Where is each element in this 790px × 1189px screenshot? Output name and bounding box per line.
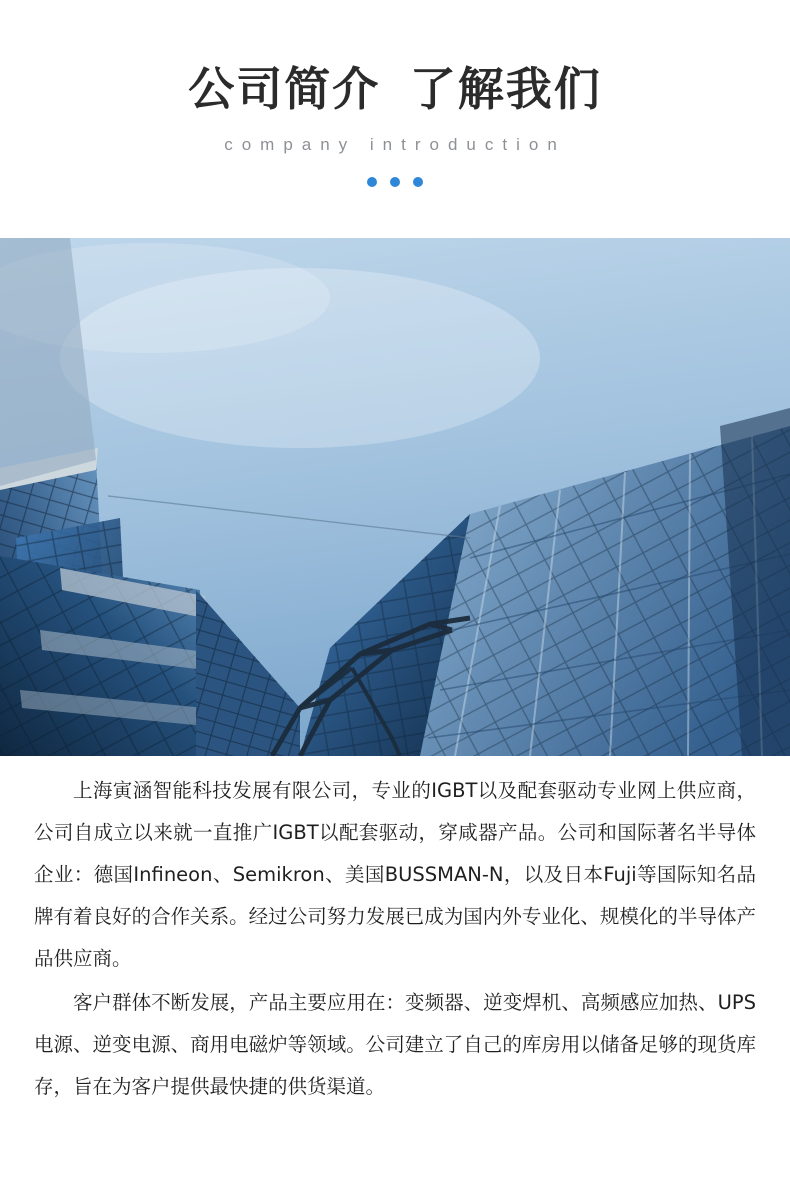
dot-icon: [390, 177, 400, 187]
intro-paragraph-1: 上海寅涵智能科技发展有限公司，专业的IGBT以及配套驱动专业网上供应商，公司自成立以来就一直推广IGBT以配套驱动，穿咸器产品。公司和国际著名半导体企业：德国Infineon、Semikron、美国BUSSMAN-N，以及日本Fuji等国际知名品牌有着良好的合作关系。经过公司努力发展已成为国内外专业化、规模化的半导体产品供应商。: [34, 779, 756, 970]
page-subtitle: company introduction: [224, 135, 566, 155]
page-title: 公司简介 了解我们: [188, 63, 602, 115]
decorative-dots: [0, 177, 790, 187]
intro-paragraph-2: 客户群体不断发展，产品主要应用在：变频器、逆变焊机、高频感应加热、UPS电源、逆变电源、商用电磁炉等领域。公司建立了自己的库房用以储备足够的现货库存，旨在为客户提供最快捷的供货渠道。: [34, 991, 756, 1098]
hero-image: [0, 238, 790, 756]
body-content: [0, 770, 790, 1108]
page-header: [0, 0, 790, 187]
dot-icon: [367, 177, 377, 187]
dot-icon: [413, 177, 423, 187]
